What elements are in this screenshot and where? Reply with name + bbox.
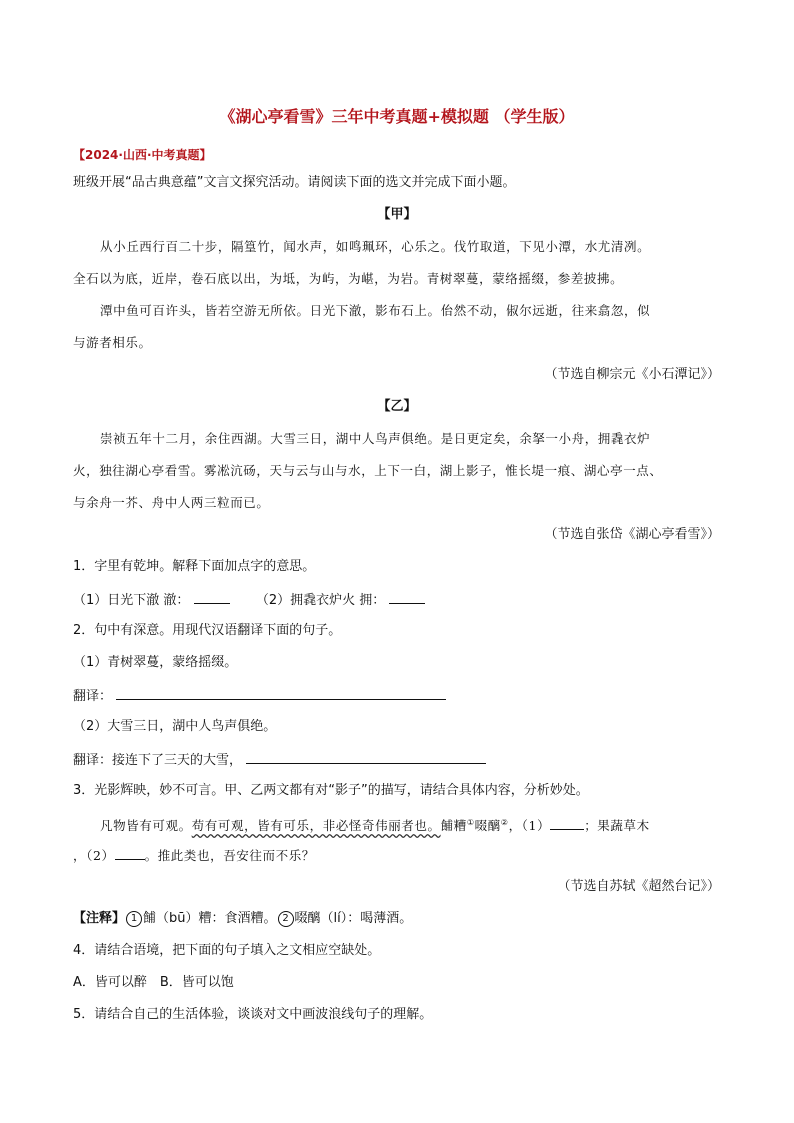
fill-blank-2[interactable] [115, 846, 145, 860]
intro-text: 班级开展“品古典意蕴”文言文探究活动。请阅读下面的选文并完成下面小题。 [73, 175, 516, 190]
translation-label-1: 翻译： [73, 689, 113, 704]
bing-text-b: 啜醨 [474, 818, 501, 834]
bing-line2 [73, 846, 315, 865]
question5-stem: 5．请结合自己的生活体验，谈谈对文中画波浪线句子的理解。 [73, 1007, 433, 1022]
translation-blank-1[interactable] [116, 686, 446, 700]
circled-number-1: 1 [126, 911, 142, 927]
note-2: 啜醨（lí）：喝薄酒。 [294, 911, 413, 926]
circled-number-2: 2 [278, 911, 294, 927]
notes-label: 【注释】 [73, 911, 126, 926]
translation-blank-2[interactable] [246, 750, 486, 764]
jia-paragraph1-line1: 从小丘西行百二十步，隔篁竹，闻水声，如鸣珮环，心乐之。伐竹取道，下见小潭，水尤清冽。 [100, 239, 651, 254]
question4-stem: 4．请结合语境，把下面的句子填入之文相应空缺处。 [73, 943, 381, 958]
note-ref-1: ① [466, 818, 475, 827]
question4-options: A．皆可以醉 B．皆可以饱 [73, 975, 234, 990]
question1-items [73, 590, 425, 610]
wavy-underlined-sentence: 苟有可观，皆有可乐，非必怪奇伟丽者也。 [191, 818, 441, 834]
answer-blank-1[interactable] [194, 590, 230, 604]
question1-item2: （2）拥毳衣炉火 拥： [255, 593, 386, 608]
jia-paragraph2-line1: 潭中鱼可百许头，皆若空游无所依。日光下澈，影布石上。佁然不动，俶尔远逝，往来翕忽，似 [100, 303, 651, 318]
note-ref-2: ② [500, 818, 509, 827]
yi-line3: 与余舟一芥、舟中人两三粒而已。 [73, 495, 270, 510]
bing-text-line2-end: 。推此类也，吾安往而不乐？ [144, 848, 315, 863]
source-tag-line [73, 146, 212, 165]
question2-sentence2: （2）大雪三日，湖中人鸟声俱绝。 [73, 719, 277, 734]
question2-stem: 2．句中有深意。用现代汉语翻译下面的句子。 [73, 623, 342, 638]
yi-line1: 崇祯五年十二月，余住西湖。大雪三日，湖中人鸟声俱绝。是日更定矣，余拏一小舟，拥毳衣炉 [100, 431, 651, 446]
source-tag: 【2024·山西·中考真题】 [73, 148, 212, 162]
document-title: 《湖心亭看雪》三年中考真题+模拟题 （学生版） [219, 107, 575, 126]
yi-source: （节选自张岱《湖心亭看雪》） [544, 527, 720, 542]
fill-blank-1[interactable] [550, 816, 584, 830]
jia-paragraph2-line2: 与游者相乐。 [73, 335, 152, 350]
question2-translation2 [73, 750, 486, 770]
bing-text-start: 凡物皆有可观。 [100, 818, 192, 834]
question1-stem: 1．字里有乾坤。解释下面加点字的意思。 [73, 559, 316, 574]
bing-text-line2-start: ，（2） [73, 848, 115, 863]
jia-source: （节选自柳宗元《小石潭记》） [544, 367, 720, 382]
question3-stem: 3．光影辉映，妙不可言。甲、乙两文都有对“影子”的描写，请结合具体内容，分析妙处。 [73, 783, 589, 798]
bing-source: （节选自苏轼《超然台记》） [557, 879, 720, 894]
bing-line1 [100, 814, 650, 835]
bing-text-end: ；果蔬草木 [584, 818, 650, 834]
answer-blank-2[interactable] [389, 590, 425, 604]
yi-heading: 【乙】 [377, 399, 417, 414]
question1-item1: （1）日光下澈 澈： [73, 593, 190, 608]
jia-heading: 【甲】 [377, 207, 417, 222]
bing-text-a: 餔糟 [440, 818, 467, 834]
note-1: 餔（bū）糟：食酒糟。 [143, 911, 277, 926]
translation-label-2: 翻译：接连下了三天的大雪， [73, 753, 243, 768]
jia-paragraph1-line2: 全石以为底，近岸，卷石底以出，为坻，为屿，为嵁，为岩。青树翠蔓，蒙络摇缀，参差披拂。 [73, 271, 624, 286]
question2-sentence1: （1）青树翠蔓，蒙络摇缀。 [73, 655, 238, 670]
bing-text-c: ，（1） [508, 818, 551, 834]
notes-line [73, 910, 412, 928]
yi-line2: 火，独往湖心亭看雪。雾凇沆砀，天与云与山与水，上下一白，湖上影子，惟长堤一痕、湖心亭一点、 [73, 463, 663, 478]
question2-translation1 [73, 686, 446, 706]
